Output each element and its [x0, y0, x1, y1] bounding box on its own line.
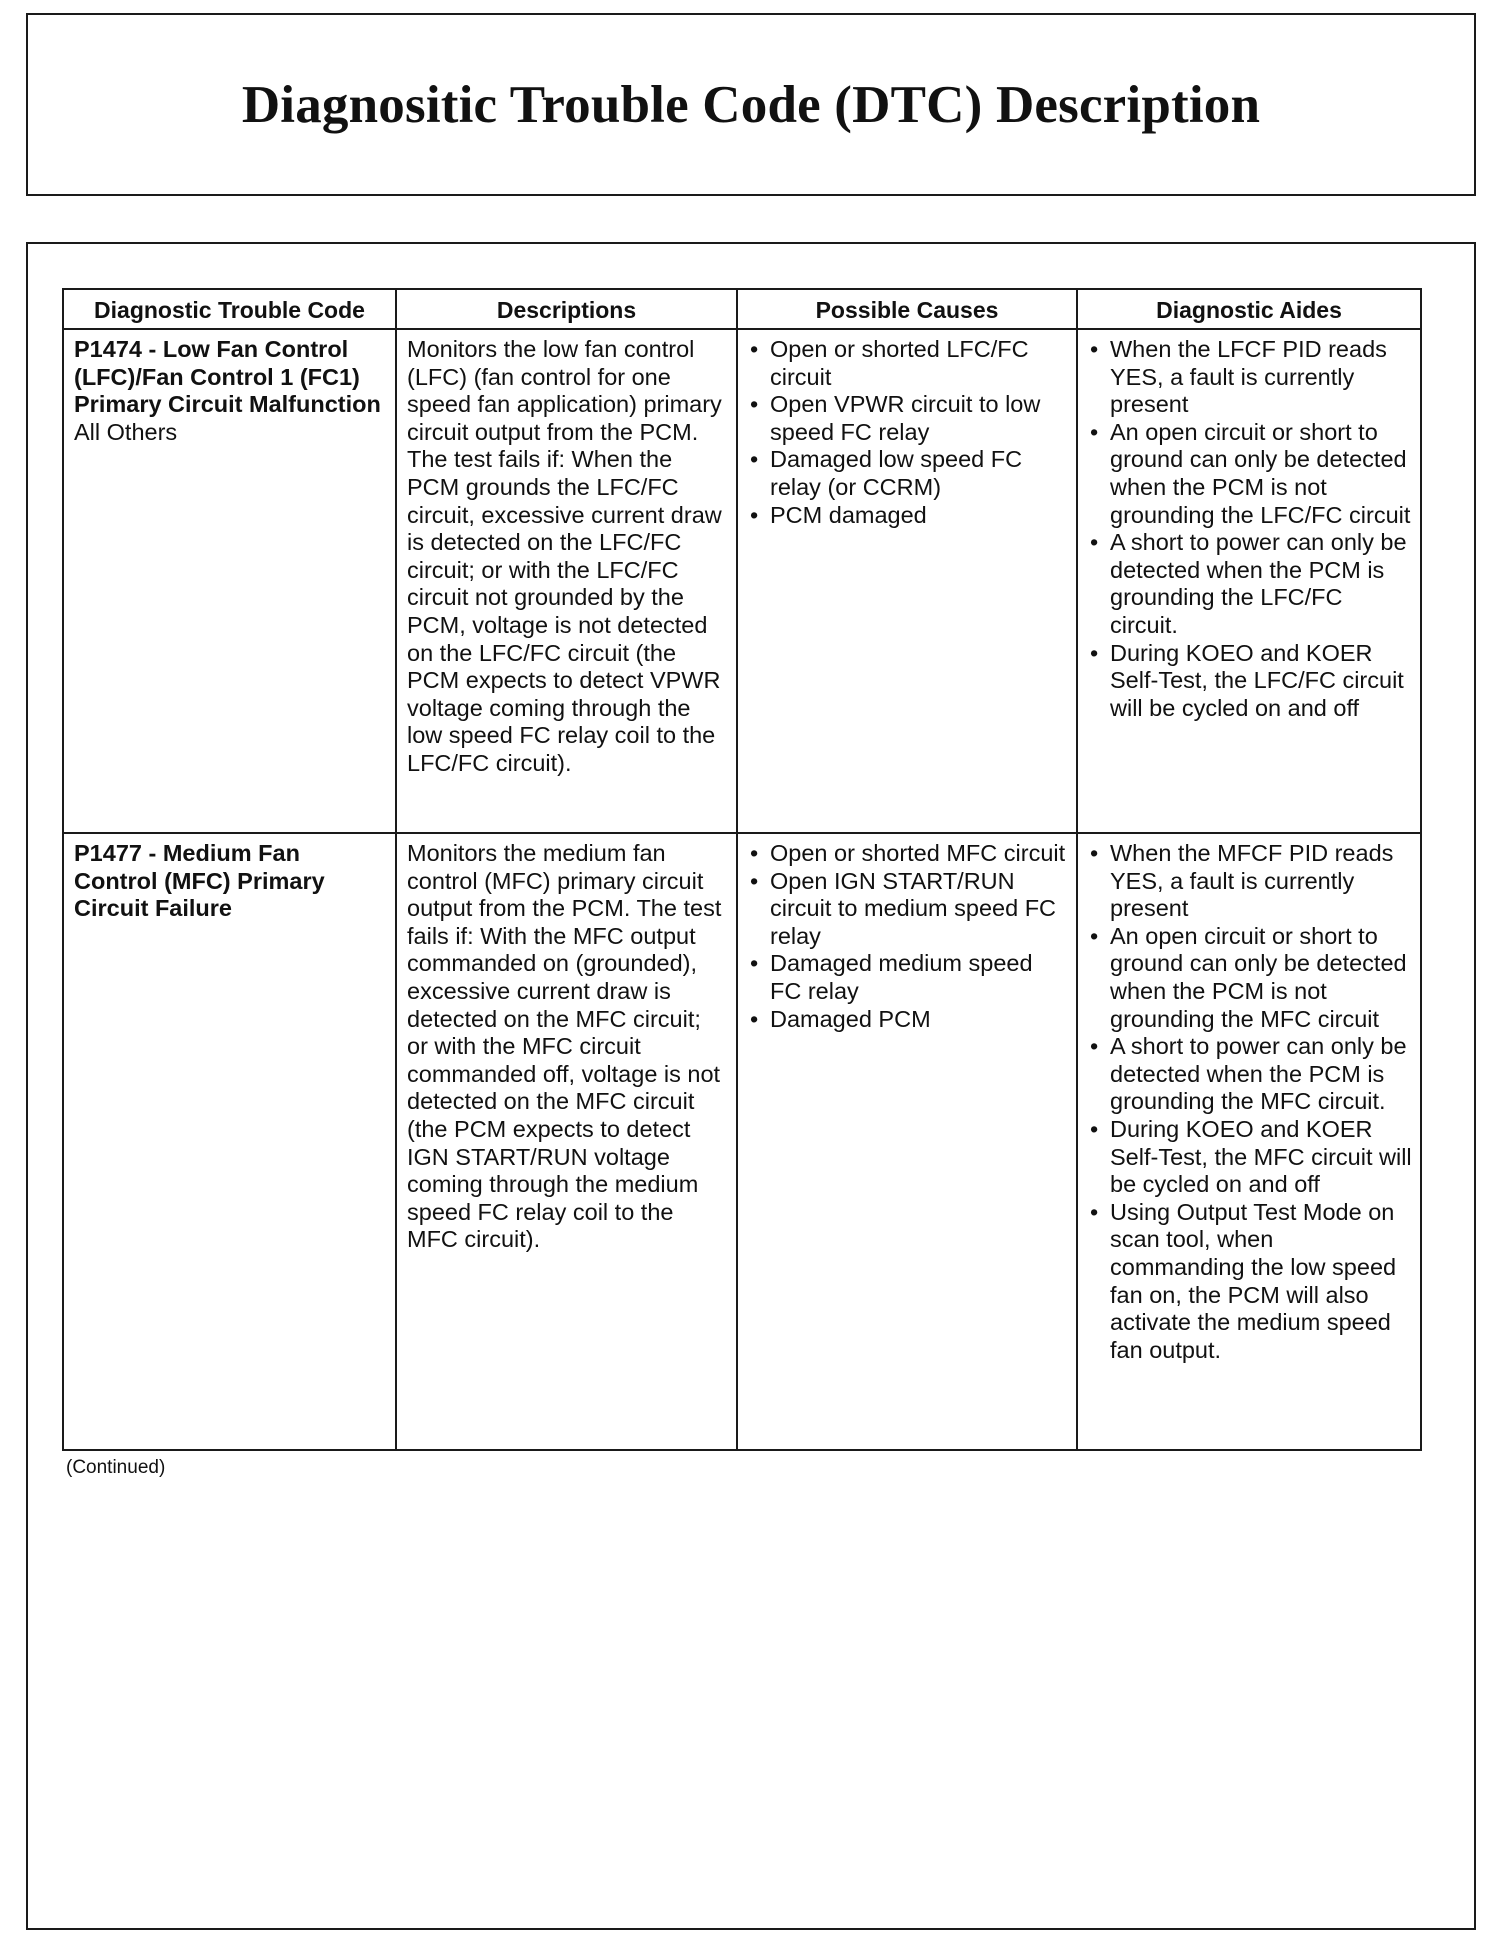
cause-text: Open VPWR circuit to low speed FC relay — [770, 391, 1041, 445]
cause-text: Damaged PCM — [770, 1005, 931, 1032]
causes-cell — [737, 833, 1077, 1450]
aide-text: A short to power can only be detected when the PCM is grounding the LFC/FC circuit. — [1110, 529, 1407, 638]
aide-text: During KOEO and KOER Self-Test, the MFC circuit will be cycled on and off — [1110, 1115, 1412, 1198]
cause-text: Open IGN START/RUN circuit to medium speed FC relay — [770, 867, 1057, 949]
description-cell: Monitors the medium fan control (MFC) primary circuit output from the PCM. The test fails if: With the MFC output commanded on (grounded), excessive current draw is detected on the MFC circuit; or with the MFC circuit commanded off, voltage is not detected on the MFC circuit (the PCM expects to detect IGN START/RUN voltage coming through the medium speed FC relay coil to the MFC circuit). — [396, 833, 737, 1450]
code-subtitle: All Others — [74, 418, 178, 445]
aide-text: A short to power can only be detected when the PCM is grounding the MFC circuit. — [1110, 1033, 1407, 1115]
cause-text: Open or shorted MFC circuit — [770, 840, 1066, 866]
bullet-icon: • — [1090, 418, 1099, 445]
code-title: P1474 - Low Fan Control (LFC)/Fan Control 1 (FC1) Primary Circuit Malfunction — [74, 336, 381, 418]
list-item — [748, 1006, 1068, 1034]
list-item — [1088, 529, 1412, 639]
list-item — [1088, 1199, 1412, 1365]
header-diagnostic-aides: Diagnostic Aides — [1077, 289, 1421, 329]
header-possible-causes: Possible Causes — [737, 289, 1077, 329]
list-item — [1088, 923, 1412, 1033]
aides-cell — [1077, 833, 1421, 1450]
list-item — [748, 950, 1068, 1005]
causes-list — [748, 840, 1068, 1033]
title-box — [26, 13, 1476, 196]
list-item — [748, 868, 1068, 951]
bullet-icon: • — [1090, 529, 1099, 556]
list-item — [1088, 840, 1412, 923]
bullet-icon: • — [750, 336, 759, 362]
aides-cell — [1077, 329, 1421, 833]
list-item — [1088, 640, 1412, 723]
page-title: Diagnositic Trouble Code (DTC) Description — [241, 75, 1261, 134]
aide-text: An open circuit or short to ground can only be detected when the PCM is not grounding the LFC/FC circuit — [1110, 418, 1411, 528]
causes-list — [748, 336, 1068, 529]
list-item — [1088, 419, 1412, 529]
list-item — [748, 502, 1068, 530]
cause-text: Damaged medium speed FC relay — [770, 950, 1033, 1004]
bullet-icon: • — [1090, 922, 1099, 949]
causes-cell — [737, 329, 1077, 833]
table-header-row — [63, 289, 1421, 329]
bullet-icon: • — [750, 950, 759, 977]
bullet-icon: • — [750, 867, 759, 894]
aides-list — [1088, 840, 1412, 1364]
list-item — [748, 391, 1068, 446]
aide-text: An open circuit or short to ground can only be detected when the PCM is not grounding the MFC circuit — [1110, 922, 1407, 1032]
table-row — [63, 329, 1421, 833]
cause-text: PCM damaged — [770, 501, 927, 528]
dtc-table — [62, 288, 1422, 1451]
header-code: Diagnostic Trouble Code — [63, 289, 396, 329]
header-descriptions: Descriptions — [396, 289, 737, 329]
bullet-icon: • — [1090, 639, 1099, 666]
bullet-icon: • — [750, 446, 759, 473]
bullet-icon: • — [750, 391, 759, 418]
bullet-icon: • — [1090, 1198, 1099, 1225]
list-item — [1088, 1033, 1412, 1116]
code-cell — [63, 329, 396, 833]
bullet-icon: • — [1090, 1115, 1099, 1142]
table-row — [63, 833, 1421, 1450]
bullet-icon: • — [750, 1005, 759, 1032]
aide-text: Using Output Test Mode on scan tool, when commanding the low speed fan on, the PCM will also activate the medium speed fan output. — [1110, 1198, 1397, 1363]
list-item — [748, 446, 1068, 501]
cause-text: Damaged low speed FC relay (or CCRM) — [770, 446, 1023, 500]
bullet-icon: • — [1090, 1033, 1099, 1060]
bullet-icon: • — [1090, 840, 1099, 866]
cause-text: Open or shorted LFC/FC circuit — [770, 336, 1029, 390]
content-box — [26, 242, 1476, 1930]
description-cell: Monitors the low fan control (LFC) (fan control for one speed fan application) primary circuit output from the PCM. The test fails if: When the PCM grounds the LFC/FC circuit, excessive current draw is detected on the LFC/FC circuit; or with the LFC/FC circuit not grounded by the PCM, voltage is not detected on the LFC/FC circuit (the PCM expects to detect VPWR voltage coming through the low speed FC relay coil to the LFC/FC circuit). — [396, 329, 737, 833]
list-item — [1088, 336, 1412, 419]
list-item — [1088, 1116, 1412, 1199]
list-item — [748, 336, 1068, 391]
code-cell — [63, 833, 396, 1450]
list-item — [748, 840, 1068, 868]
continued-note: (Continued) — [66, 1457, 166, 1478]
aide-text: When the LFCF PID reads YES, a fault is currently present — [1110, 336, 1387, 418]
aide-text: When the MFCF PID reads YES, a fault is currently present — [1110, 840, 1394, 922]
code-title: P1477 - Medium Fan Control (MFC) Primary Circuit Failure — [74, 840, 325, 922]
bullet-icon: • — [1090, 336, 1099, 362]
aides-list — [1088, 336, 1412, 722]
bullet-icon: • — [750, 501, 759, 528]
bullet-icon: • — [750, 840, 759, 866]
aide-text: During KOEO and KOER Self-Test, the LFC/FC circuit will be cycled on and off — [1110, 639, 1404, 721]
